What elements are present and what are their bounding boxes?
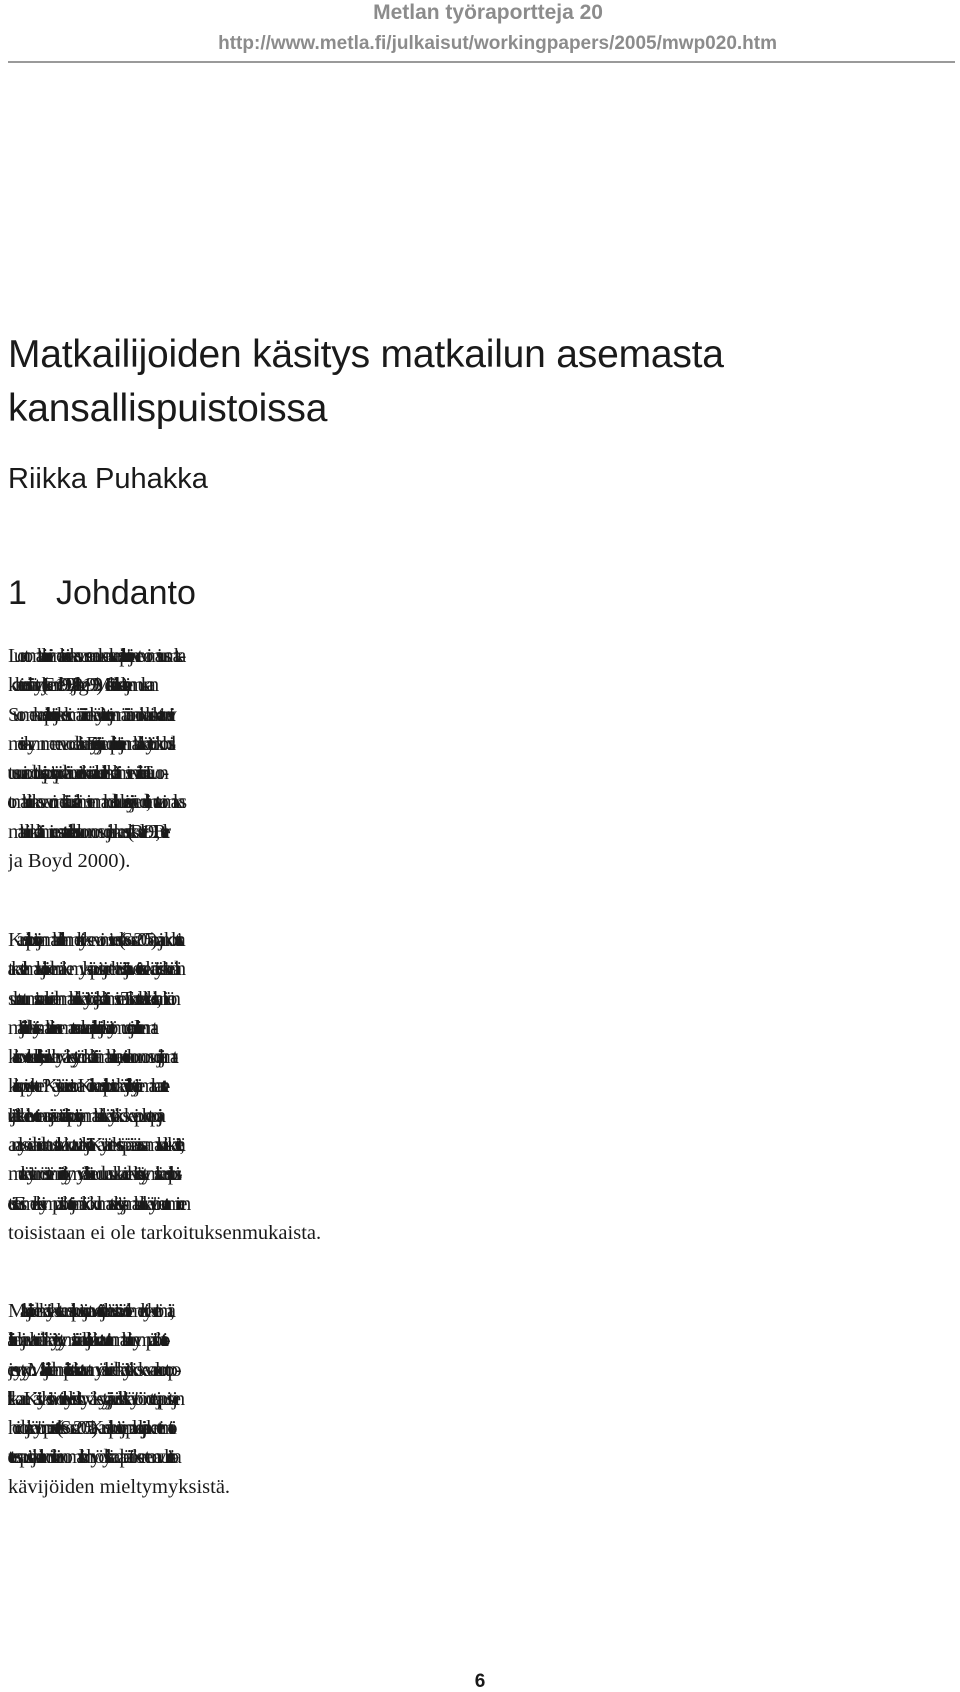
text-line: mutta käytännössä termiin sisältyy myös lähiseudun asukkaiden virkistäytymistä kansallispuis- — [8, 1163, 176, 1186]
text-line: jen syntyyn. Matkailijoiden mielipiteet vaikuttavat myös alueiden käyttöä koskevaan luontopo- — [8, 1358, 176, 1381]
article-title-line: kansallispuistoissa — [8, 387, 328, 430]
text-line: tarkastella matkailijoiden näkemyksiä puistojen tehtävistä ja tavoitteista sekä erityisesti heidän — [8, 958, 180, 981]
text-line: toisistaan ei ole tarkoituksenmukaista. — [8, 1221, 322, 1244]
text-line: tuu suuria odotuksia ja puistoja pidetään usein tärkeinä alueellisen kehittämisen välineinä. Luon- — [8, 762, 163, 785]
text-line: tettaessa puistoja hallinnoiville viranomaisille on hyödyllistä saada päätöksenteon avuksi tietoa — [8, 1446, 176, 1469]
text-line: suhtautumistaan alueiden matkailukäyttöön ja -kehittämiseen. Tarkastelen artikkelissa, mikä on — [8, 987, 175, 1010]
text-line: analysoida niiden taustalla vaikuttavia tekijöitä. Käytän tekstissä pääasiassa matkailu-käsitettä, — [8, 1134, 179, 1157]
article-title — [8, 328, 724, 436]
paragraph-3 — [8, 1297, 956, 1502]
text-line: litiikkaan. Käsityksistä voi tulla yleisesti hyväksyttyjä ja virallisesti käyttöön otettuja puistojen — [8, 1387, 180, 1410]
text-line: kailu soveltuu alueille, kuinka hyväksyttyä on kehittää matkailua, miten luonnonsuojelu ja mat- — [8, 1046, 172, 1069]
section-title: Johdanto — [56, 574, 196, 612]
text-line: kohteina on lisääntynyt (ks. Fennell 1999, Hall ja Page 1999). Metsähallituksen tilastojen mukaan — [8, 674, 153, 697]
series-title: Metlan työraportteja 20 — [373, 1, 603, 24]
article-author: Riikka Puhakka — [8, 463, 208, 495]
page-number: 6 — [474, 1671, 486, 1692]
text-line: matkailun kehittäminen saattaa olla ristiriidassa luonnonsuojelun kanssa (ks. Butler 1991, Butler — [8, 820, 165, 843]
text-line: tomatkailun kasvu voi merkitä uusia elämisen mahdollisuuksia syrjäseuduille, mutta voimakas — [8, 791, 181, 814]
text-line: Suomen kansallispuistojen keskimääräinen käyntikertojen määrä on noin kaksinkertaistunut vii- — [8, 703, 168, 726]
text-line: kävijöiden mieltymyksistä. — [8, 1475, 231, 1498]
text-line: Kansallispuistojen matkailullisen merkityksen voimistuessa (ks. Sorsa 2005a) on ajankohtaista — [8, 929, 180, 951]
text-line: sillä ne ohjaavat heidän käyttäytymistään alueilla ja vaikuttavat siten matkailun ympäristöhaitto- — [8, 1329, 165, 1352]
header-divider — [8, 61, 955, 63]
paragraph-2 — [8, 926, 956, 1248]
text-line: ja Boyd 2000). — [8, 850, 131, 873]
text-line: meisen kymmenen vuoden aikana. Erityisesti syrjäseuduilla puistojen matkailukäyttöön kohdis- — [8, 732, 170, 755]
text-line: matkailijoiden käsitys matkailun asemasta osana kansallispuistojen käyttömuotoja: millainen mat- — [8, 1016, 152, 1039]
text-line: luja. Artikkelin tavoitteena on jäsentää erilaisia puistojen matkailukäyttöä koskevia puhetapoja ja — [8, 1104, 160, 1127]
text-line: toissa. Esimerkiksi ympäristöhaittojen näkökulmasta virkistys- ja matkailukäytön erottaminen — [8, 1192, 185, 1215]
paragraph-1 — [8, 642, 956, 876]
article-title-line: Matkailijoiden käsitys matkailun asemasta — [8, 333, 724, 376]
publication-url[interactable]: http://www.metla.fi/julkaisut/workingpapers/2005/mwp020.htm — [218, 33, 777, 54]
section-heading — [8, 573, 196, 613]
text-line: hoidon ja käytön periaatteita (ks. Sorsa 2005a). Kansallispuistojen palveluja ja rakenteita mitoi- — [8, 1417, 172, 1440]
text-line: Matkailijoiden käsitykset kansallispuistojen tavoitteista ja tehtävistä eivät ole merkityksettömiä, — [8, 1300, 169, 1322]
text-line: Luontomatkailun viimeaikaisen kasvun seurauksena kansallispuistojen vetovoimaisuus matka- — [8, 645, 180, 667]
section-number: 1 — [8, 574, 27, 612]
text-line: kailu sopivat yhteen? Käytän aineistona Kolin kansallispuiston kävijöille tehtyjä teemahaastatte- — [8, 1075, 164, 1098]
